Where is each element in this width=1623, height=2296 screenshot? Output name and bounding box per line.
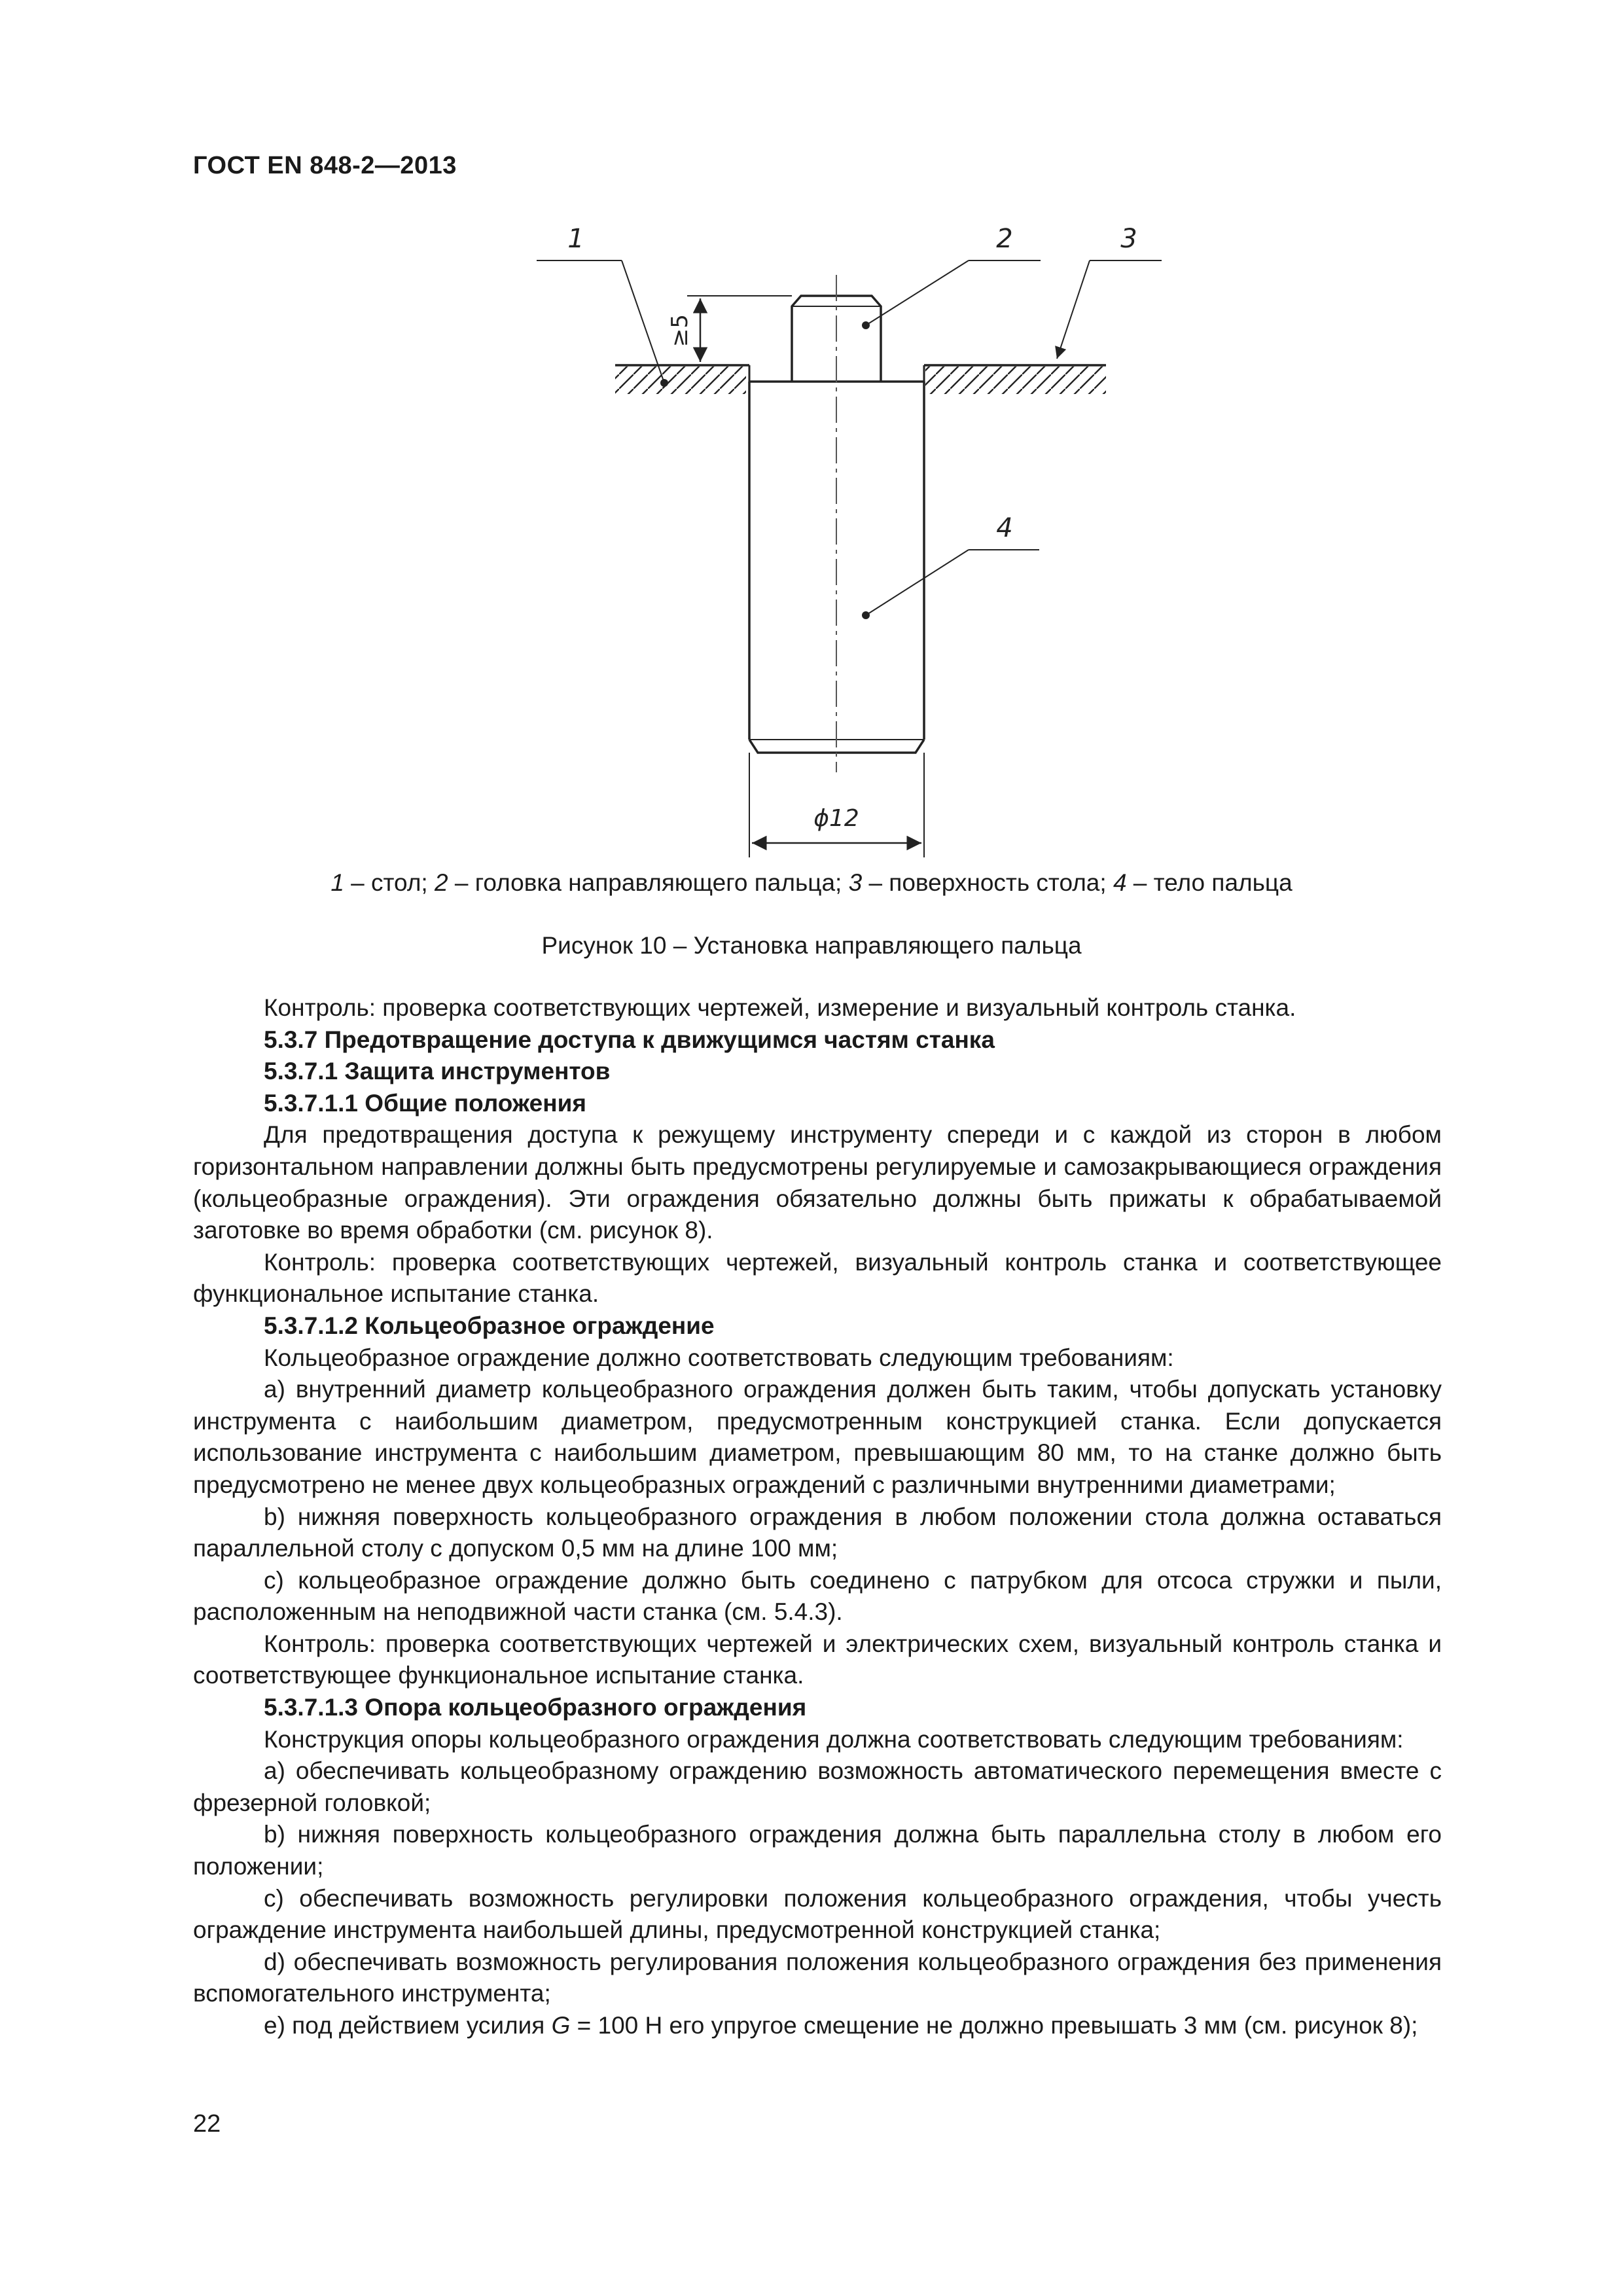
svg-text:2: 2 [996, 224, 1013, 254]
list-item-a-2: a) обеспечивать кольцеобразному ограждению возможность автоматического перемещения вместе с фрезерной головкой; [193, 1757, 1442, 1816]
list-item-e-2: e) под действием усилия G = 100 Н его упругое смещение не должно превышать 3 мм (см. рисунок 8); [264, 2012, 1418, 2039]
callout-2 [862, 224, 1041, 329]
page-number: 22 [193, 2110, 221, 2138]
list-item-c-2: c) обеспечивать возможность регулировки положения кольцеобразного ограждения, чтобы учесть ограждение инструмента наибольшей длины, предусмотренной конструкцией станка; [193, 1884, 1442, 1944]
height-dimension [667, 296, 792, 362]
svg-text:3: 3 [1120, 224, 1137, 254]
paragraph-control-1: Контроль: проверка соответствующих чертежей, измерение и визуальный контроль станка. [264, 994, 1296, 1021]
table-section [615, 365, 1106, 394]
height-dimension-label: ≥5 [667, 314, 693, 348]
svg-text:4: 4 [996, 513, 1013, 543]
heading-5-3-7-1-2: 5.3.7.1.2 Кольцеобразное ограждение [264, 1312, 715, 1339]
figure-caption: Рисунок 10 – Установка направляющего пальца [541, 932, 1082, 959]
document-code-header: ГОСТ EN 848-2—2013 [193, 152, 457, 179]
callout-3 [1057, 224, 1162, 359]
callout-4 [862, 513, 1039, 619]
paragraph-control-2: Контроль: проверка соответствующих чертежей, визуальный контроль станка и соответствующее функциональное испытание станка. [193, 1248, 1442, 1308]
heading-5-3-7-1-3: 5.3.7.1.3 Опора кольцеобразного ограждения [264, 1694, 807, 1721]
diameter-dimension-label: ϕ12 [813, 805, 859, 832]
paragraph-ring-guard-intro: Кольцеобразное ограждение должно соответствовать следующим требованиям: [264, 1344, 1174, 1371]
paragraph-general: Для предотвращения доступа к режущему инструменту спереди и с каждой из сторон в любом горизонтальном направлении должны быть предусмотрены регулируемые и самозакрывающиеся ограждения (кольцеобразные ограждения). Эти ограждения обязательно должны быть прижаты к обрабатываемой заготовке во время обработки (см. рисунок 8). [193, 1121, 1442, 1244]
heading-5-3-7-1-1: 5.3.7.1.1 Общие положения [264, 1089, 586, 1117]
guide-pin-installation-drawing [0, 0, 1623, 864]
figure-legend: 1 – стол; 2 – головка направляющего пальца; 3 – поверхность стола; 4 – тело пальца [330, 869, 1293, 896]
list-item-b: b) нижняя поверхность кольцеобразного ограждения в любом положении стола должна оставаться параллельной столу с допуском 0,5 мм на длине 100 мм; [193, 1503, 1442, 1562]
heading-5-3-7: 5.3.7 Предотвращение доступа к движущимся частям станка [264, 1026, 995, 1053]
paragraph-control-3: Контроль: проверка соответствующих чертежей и электрических схем, визуальный контроль станка и соответствующее функциональное испытание станка. [193, 1630, 1442, 1689]
list-item-b-2: b) нижняя поверхность кольцеобразного ограждения должна быть параллельна столу в любом его положении; [193, 1821, 1442, 1880]
callout-1 [537, 224, 668, 387]
document-body [193, 992, 1442, 2042]
list-item-d-2: d) обеспечивать возможность регулирования положения кольцеобразного ограждения без применения вспомогательного инструмента; [193, 1948, 1442, 2007]
list-item-a: a) внутренний диаметр кольцеобразного ограждения должен быть таким, чтобы допускать установку инструмента с наибольшим диаметром, предусмотренным конструкцией станка. Если допускается использование инструмента с наибольшим диаметром, превышающим 80 мм, то на станке должно быть предусмотрено не менее двух кольцеобразных ограждений с различными внутренними диаметрами; [193, 1376, 1442, 1498]
paragraph-support-intro: Конструкция опоры кольцеобразного ограждения должна соответствовать следующим требованиям: [264, 1725, 1404, 1753]
list-item-c: c) кольцеобразное ограждение должно быть соединено с патрубком для отсоса стружки и пыли, расположенным на неподвижной части станка (см. 5.4.3). [193, 1566, 1442, 1626]
svg-text:1: 1 [567, 224, 584, 254]
heading-5-3-7-1: 5.3.7.1 Защита инструментов [264, 1058, 611, 1085]
